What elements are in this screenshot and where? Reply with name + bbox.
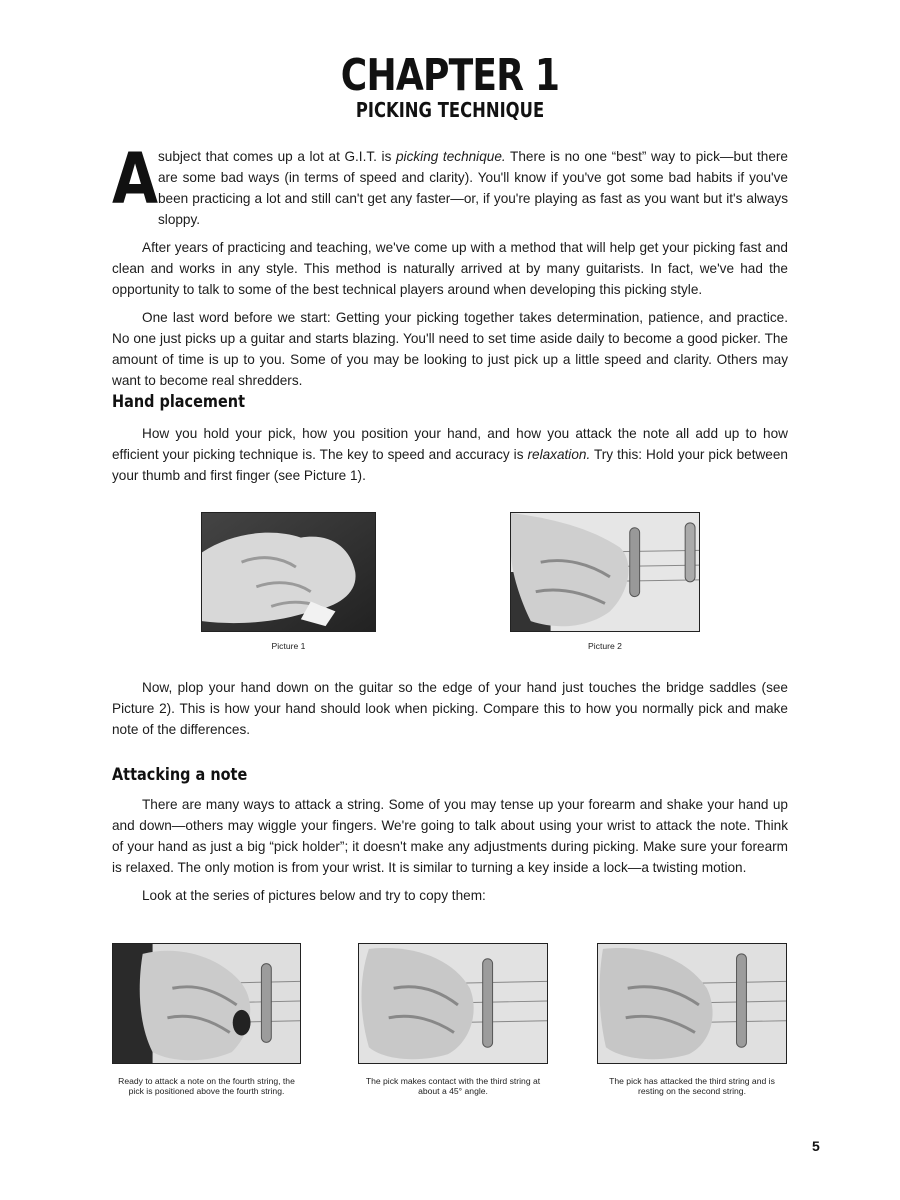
- hand-placement-paragraph-2: Now, plop your hand down on the guitar so the edge of your hand just touches the bridge saddles (see Picture 2). This is how your hand should look when picking. Compare this to how you normally pick and make note of the differences.: [112, 680, 788, 737]
- attack-sequence-image-2: [358, 943, 548, 1064]
- hand-placement-text-2: [112, 677, 788, 740]
- intro-paragraph-3: One last word before we start: Getting your picking together takes determination, patience, and practice. No one just picks up a guitar and starts blazing. You'll need to set time aside daily to become a good picker. The amount of time is up to you. Some of you may be looking to just pick up a little speed and clarity. Others may want to become real shredders.: [112, 310, 788, 388]
- attack-sequence-image-1: [112, 943, 301, 1064]
- hand-placement-text: [112, 423, 788, 486]
- drop-cap: A: [112, 138, 159, 220]
- attack-sequence-caption-1: Ready to attack a note on the fourth string, the pick is positioned above the fourth string.: [118, 1076, 295, 1096]
- page-number: 5: [812, 1138, 820, 1154]
- hand-placement-paragraph-1: How you hold your pick, how you position your hand, and how you attack the note all add up to how efficient your picking technique is. The key to speed and accuracy is relaxation. Try this: Hold your pick between your thumb and first finger (see Picture 1).: [112, 426, 788, 483]
- attacking-paragraph-1: There are many ways to attack a string. Some of you may tense up your forearm and shake your hand up and down—others may wiggle your fingers. We're going to talk about using your wrist to attack the note. Think of your hand as just a big “pick holder”; it doesn't make any adjustments during picking. Make sure your forearm is relaxed. The only motion is from your wrist. It is similar to turning a key inside a lock—a twisting motion.: [112, 797, 788, 875]
- picture-1-image: [201, 512, 376, 632]
- intro-paragraph-2: After years of practicing and teaching, we've come up with a method that will help get your picking fast and clean and works in any style. This method is naturally arrived at by many guitarists. In fact, we've had the opportunity to talk to some of the best technical players around when developing this picking style.: [112, 240, 788, 297]
- attack-sequence-caption-2: The pick makes contact with the third string at about a 45° angle.: [365, 1076, 541, 1096]
- section-heading-hand-placement: Hand placement: [112, 392, 245, 412]
- chapter-subtitle: PICKING TECHNIQUE: [355, 98, 545, 122]
- attack-sequence-caption-3: The pick has attacked the third string and is resting on the second string.: [609, 1076, 775, 1096]
- intro-text: [112, 138, 788, 391]
- picture-1-caption: Picture 1: [271, 641, 306, 651]
- intro-paragraph-1: A subject that comes up a lot at G.I.T. is picking technique. There is no one “best” way to pick—but there are some bad ways (in terms of speed and clarity). You'll know if you've got some bad habits if you've been practicing a lot and still can't get any faster—or, if you're playing as fast as you want but it's always sloppy.: [112, 138, 788, 227]
- section-heading-attacking-a-note: Attacking a note: [112, 765, 248, 785]
- attacking-text: [112, 794, 788, 906]
- attacking-paragraph-2: Look at the series of pictures below and try to copy them:: [142, 888, 486, 903]
- picture-2-image: [510, 512, 700, 632]
- chapter-title: CHAPTER 1: [340, 50, 560, 101]
- attack-sequence-image-3: [597, 943, 787, 1064]
- picture-2-caption: Picture 2: [588, 641, 622, 651]
